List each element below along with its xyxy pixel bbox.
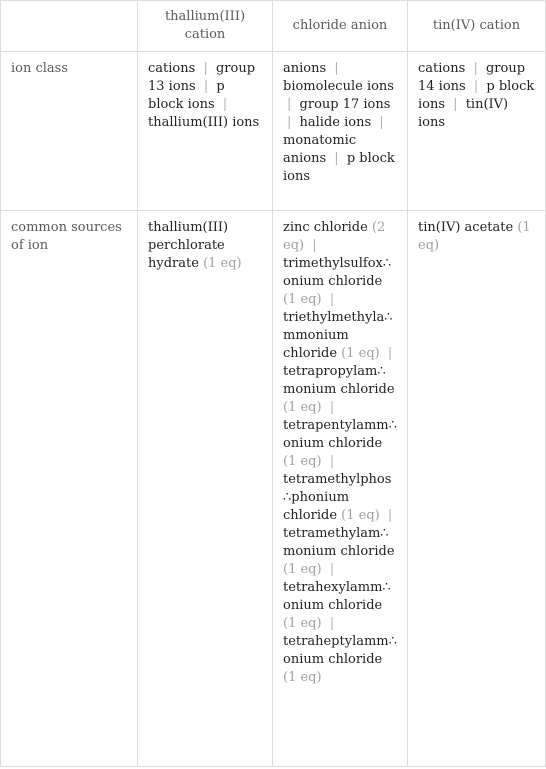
separator-bar: | <box>329 616 335 631</box>
equivalent-annotation: (1 eq) <box>341 508 380 523</box>
separator-bar: | <box>329 292 335 307</box>
row-label-cell <box>1 211 138 767</box>
separator-bar: | <box>312 238 317 253</box>
separator-bar: | <box>387 508 393 523</box>
list-item: tin(IV) acetate <box>418 220 514 235</box>
equivalent-annotation: (1 eq) <box>283 616 322 631</box>
list-item: p block ions <box>418 79 535 112</box>
separator-bar: | <box>473 79 479 94</box>
row-common-sources <box>1 211 546 767</box>
separator-bar: | <box>473 61 478 76</box>
cell-sources-tin <box>408 211 546 767</box>
cell-ion-class-chloride <box>273 52 408 211</box>
separator-bar: | <box>287 115 292 130</box>
list-item: thallium(III) ions <box>148 115 260 130</box>
list-item: tetrapropylam∴monium chloride <box>283 364 395 397</box>
separator-bar: | <box>329 454 335 469</box>
separator-bar: | <box>387 346 393 361</box>
list-item: cations <box>418 61 466 76</box>
equivalent-annotation: (1 eq) <box>341 346 380 361</box>
column-header-tin: tin(IV) cation <box>408 1 546 52</box>
list-item: tin(IV) ions <box>418 97 509 130</box>
equivalent-annotation: (1 eq) <box>283 454 322 469</box>
separator-bar: | <box>203 61 208 76</box>
row-label-cell <box>1 52 138 211</box>
equivalent-annotation: (1 eq) <box>283 670 322 685</box>
list-item: tetrahexylamm∴onium chloride <box>283 580 391 613</box>
list-item: triethylmethyla∴mmonium chloride <box>283 310 393 361</box>
list-item: group 17 ions <box>299 97 391 112</box>
separator-bar: | <box>329 400 335 415</box>
equivalent-annotation: (1 eq) <box>283 292 322 307</box>
list-item: tetramethylphos∴phonium chloride <box>283 472 392 523</box>
cell-ion-class-thallium <box>138 52 273 211</box>
list-item: anions <box>283 61 327 76</box>
list-item: halide ions <box>299 115 372 130</box>
list-item: trimethylsulfox∴onium chloride <box>283 256 392 289</box>
row-label: common sources of ion <box>11 220 122 253</box>
list-item: thallium(III) perchlorate hydrate <box>148 220 229 271</box>
separator-bar: | <box>453 97 458 112</box>
column-header-thallium: thallium(III) cation <box>138 1 273 52</box>
list-item: p block ions <box>148 79 225 112</box>
corner-cell <box>1 1 138 52</box>
separator-bar: | <box>203 79 209 94</box>
separator-bar: | <box>329 562 335 577</box>
list-item: p block ions <box>283 151 395 184</box>
list-item: group 13 ions <box>148 61 256 94</box>
list-item: tetraheptylamm∴onium chloride <box>283 634 397 667</box>
column-header-chloride: chloride anion <box>273 1 408 52</box>
list-item: tetrapentylamm∴onium chloride <box>283 418 397 451</box>
list-item: zinc chloride <box>283 220 368 235</box>
list-item: cations <box>148 61 196 76</box>
row-ion-class <box>1 52 546 211</box>
equivalent-annotation: (1 eq) <box>418 220 531 253</box>
list-item: group 14 ions <box>418 61 526 94</box>
cell-sources-chloride <box>273 211 408 767</box>
list-item: biomolecule ions <box>283 79 394 94</box>
list-item: tetramethylam∴monium chloride <box>283 526 395 559</box>
equivalent-annotation: (1 eq) <box>283 562 322 577</box>
row-label: ion class <box>11 61 69 76</box>
separator-bar: | <box>334 61 339 76</box>
list-item: monatomic anions <box>283 133 357 166</box>
equivalent-annotation: (1 eq) <box>203 256 242 271</box>
separator-bar: | <box>379 115 384 130</box>
equivalent-annotation: (1 eq) <box>283 400 322 415</box>
header-row <box>1 1 546 52</box>
cell-ion-class-tin <box>408 52 546 211</box>
equivalent-annotation: (2 eq) <box>283 220 386 253</box>
separator-bar: | <box>287 97 292 112</box>
cell-sources-thallium <box>138 211 273 767</box>
separator-bar: | <box>334 151 339 166</box>
separator-bar: | <box>222 97 228 112</box>
